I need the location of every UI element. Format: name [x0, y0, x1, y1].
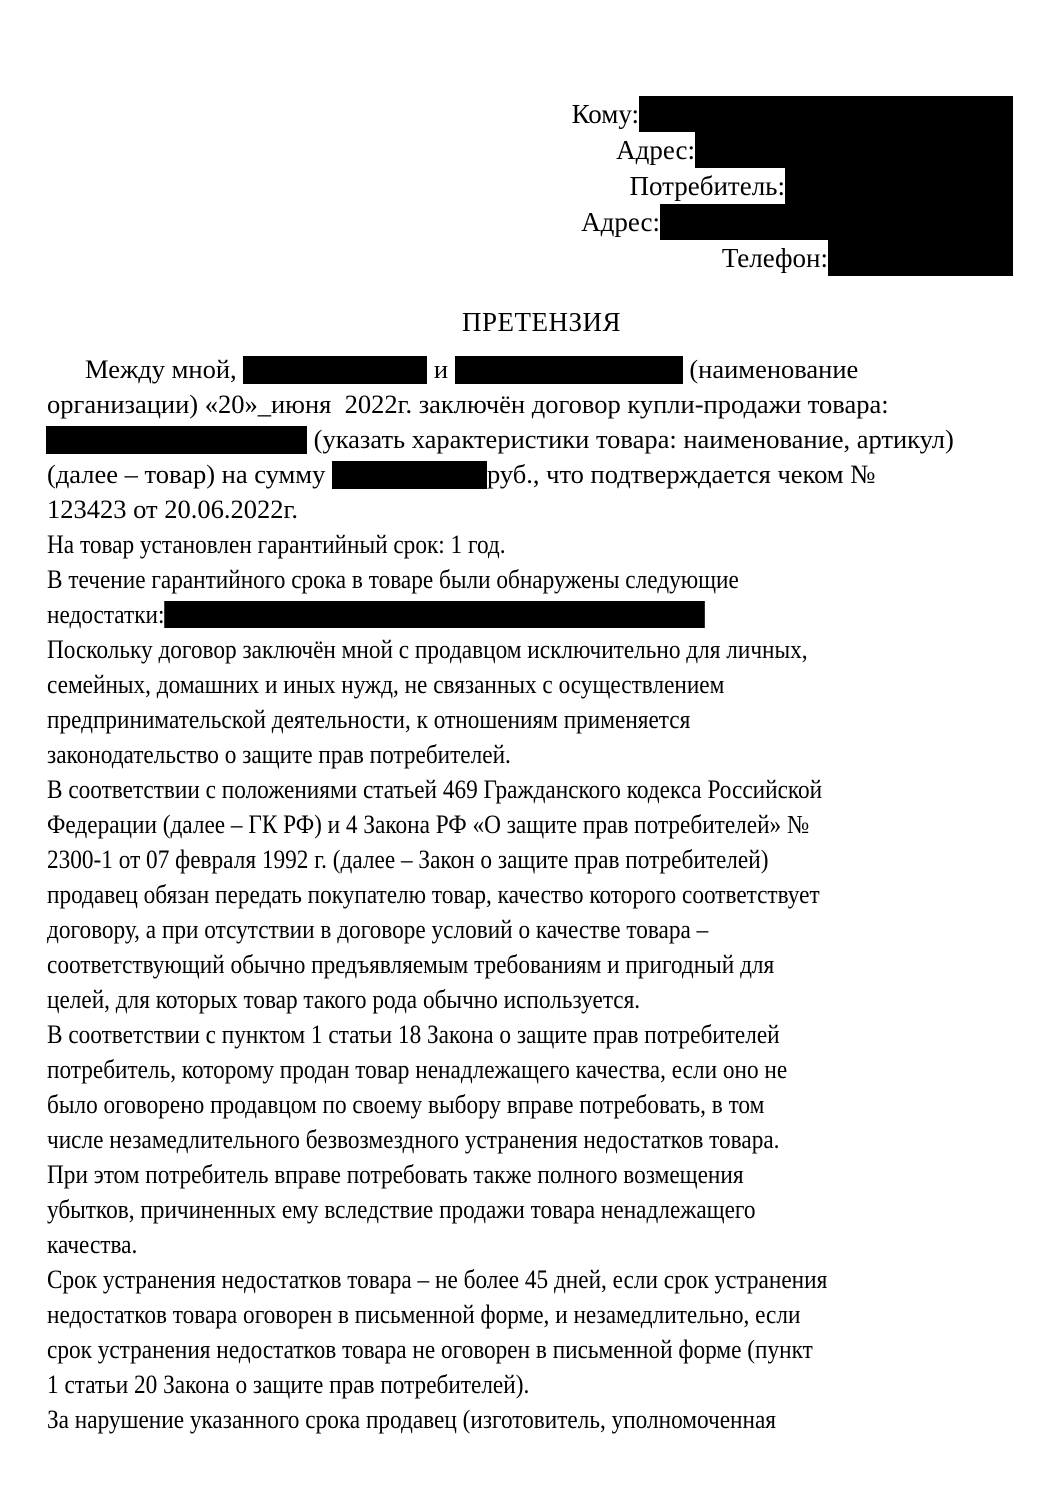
- text-run: руб., что подтверждается чеком №: [486, 459, 876, 489]
- text-run: продавец обязан передать покупателю товар, качество которого соответствует: [47, 880, 820, 909]
- text-run: потребитель, которому продан товар ненадлежащего качества, если оно не: [47, 1055, 788, 1084]
- body-line: [47, 877, 1032, 912]
- phone-redaction-bar: [828, 240, 1013, 276]
- text-run: (наименование: [689, 354, 859, 384]
- body-line: [47, 422, 1032, 457]
- body-line: [47, 1297, 1032, 1332]
- text-run: Срок устранения недостатков товара – не более 45 дней, если срок устранения: [47, 1265, 828, 1294]
- text-run: предпринимательской деятельности, к отношениям применяется: [47, 705, 691, 734]
- text-run: целей, для которых товар такого рода обычно используется.: [47, 985, 641, 1014]
- recipient-label: Кому:: [571, 99, 639, 129]
- header-line-phone: [0, 240, 1013, 276]
- header-line-recipient-address: [0, 132, 1013, 168]
- body-line: [47, 492, 1032, 527]
- text-run: На товар установлен гарантийный срок: 1 год.: [47, 530, 506, 559]
- redaction-bar-seller-name: [455, 356, 683, 384]
- text-run: (далее – товар) на сумму: [47, 459, 326, 489]
- text-run: организации) «20»_июня 2022г. заключён договор купли-продажи товара:: [47, 389, 889, 419]
- body-line: [47, 1087, 1032, 1122]
- text-run: При этом потребитель вправе потребовать также полного возмещения: [47, 1160, 744, 1189]
- body-line: [47, 1402, 1032, 1437]
- body-line: [47, 1227, 1032, 1262]
- text-run: Поскольку договор заключён мной с продавцом исключительно для личных,: [47, 635, 808, 664]
- body-line: [47, 1367, 1032, 1402]
- body-line: [47, 1122, 1032, 1157]
- body-line: [47, 1192, 1032, 1227]
- header-line-recipient: [0, 96, 1013, 132]
- text-run: В течение гарантийного срока в товаре были обнаружены следующие: [47, 565, 739, 594]
- body-line: [47, 632, 1032, 667]
- body-line: [47, 772, 1032, 807]
- text-run: и: [433, 354, 449, 384]
- text-run: За нарушение указанного срока продавец (изготовитель, уполномоченная: [47, 1405, 777, 1434]
- text-run: соответствующий обычно предъявляемым требованиям и пригодный для: [47, 950, 775, 979]
- text-run: (указать характеристики товара: наименование, артикул): [313, 424, 954, 454]
- text-run: семейных, домашних и иных нужд, не связанных с осуществлением: [47, 670, 725, 699]
- body-line: [47, 562, 1032, 597]
- text-run: Между мной,: [85, 354, 237, 384]
- body-line: [47, 702, 1032, 737]
- text-run: Федерации (далее – ГК РФ) и 4 Закона РФ «О защите прав потребителей» №: [47, 810, 810, 839]
- consumer-address-redaction-bar: [660, 204, 1013, 240]
- document-body-condensed: [47, 527, 1032, 1437]
- text-run: законодательство о защите прав потребителей.: [47, 740, 511, 769]
- body-line: [47, 457, 1032, 492]
- redaction-bar-amount: [332, 461, 487, 489]
- text-run: было оговорено продавцом по своему выбору вправе потребовать, в том: [47, 1090, 765, 1119]
- body-line: [47, 982, 1032, 1017]
- consumer-label: Потребитель:: [629, 171, 785, 201]
- text-run: срок устранения недостатков товара не оговорен в письменной форме (пункт: [47, 1335, 813, 1364]
- header-line-consumer: [0, 168, 1013, 204]
- body-line: [47, 912, 1032, 947]
- body-line: [47, 1157, 1032, 1192]
- document-body: [47, 352, 1032, 1437]
- header-line-consumer-address: [0, 204, 1013, 240]
- body-line: [47, 667, 1032, 702]
- redaction-bar-goods-description: [46, 426, 307, 454]
- recipient-redaction-bar: [639, 96, 1013, 132]
- body-line: [47, 1262, 1032, 1297]
- body-line: [47, 1017, 1032, 1052]
- body-line: [47, 807, 1032, 842]
- redaction-bar-defects: [164, 601, 705, 628]
- consumer-redaction-bar: [785, 168, 1013, 204]
- consumer-address-label: Адрес:: [581, 207, 660, 237]
- body-line: [47, 597, 1032, 632]
- text-run: В соответствии с пунктом 1 статьи 18 Закона о защите прав потребителей: [47, 1020, 780, 1049]
- page-title: ПРЕТЕНЗИЯ: [461, 307, 622, 337]
- redaction-bar-buyer-name: [243, 356, 427, 384]
- body-line: [47, 1332, 1032, 1367]
- body-line: [47, 842, 1032, 877]
- addressee-header: [0, 96, 1013, 276]
- body-line: [47, 352, 1032, 387]
- text-run: 2300-1 от 07 февраля 1992 г. (далее – Закон о защите прав потребителей): [47, 845, 769, 874]
- text-run: числе незамедлительного безвозмездного устранения недостатков товара.: [47, 1125, 780, 1154]
- body-line: [47, 737, 1032, 772]
- body-line: [47, 1052, 1032, 1087]
- text-run: 1 статьи 20 Закона о защите прав потребителей).: [47, 1370, 530, 1399]
- recipient-address-redaction-bar: [695, 132, 1013, 168]
- text-run: качества.: [47, 1230, 138, 1259]
- text-run: В соответствии с положениями статьей 469 Гражданского кодекса Российской: [47, 775, 823, 804]
- body-line: [47, 387, 1032, 422]
- text-run: убытков, причиненных ему вследствие продажи товара ненадлежащего: [47, 1195, 756, 1224]
- text-run: недостатки:: [47, 600, 165, 629]
- text-run: недостатков товара оговорен в письменной форме, и незамедлительно, если: [47, 1300, 801, 1329]
- text-run: договору, а при отсутствии в договоре условий о качестве товара –: [47, 915, 709, 944]
- recipient-address-label: Адрес:: [616, 135, 695, 165]
- phone-label: Телефон:: [721, 243, 828, 273]
- body-line: [47, 527, 1032, 562]
- text-run: 123423 от 20.06.2022г.: [47, 494, 298, 524]
- body-line: [47, 947, 1032, 982]
